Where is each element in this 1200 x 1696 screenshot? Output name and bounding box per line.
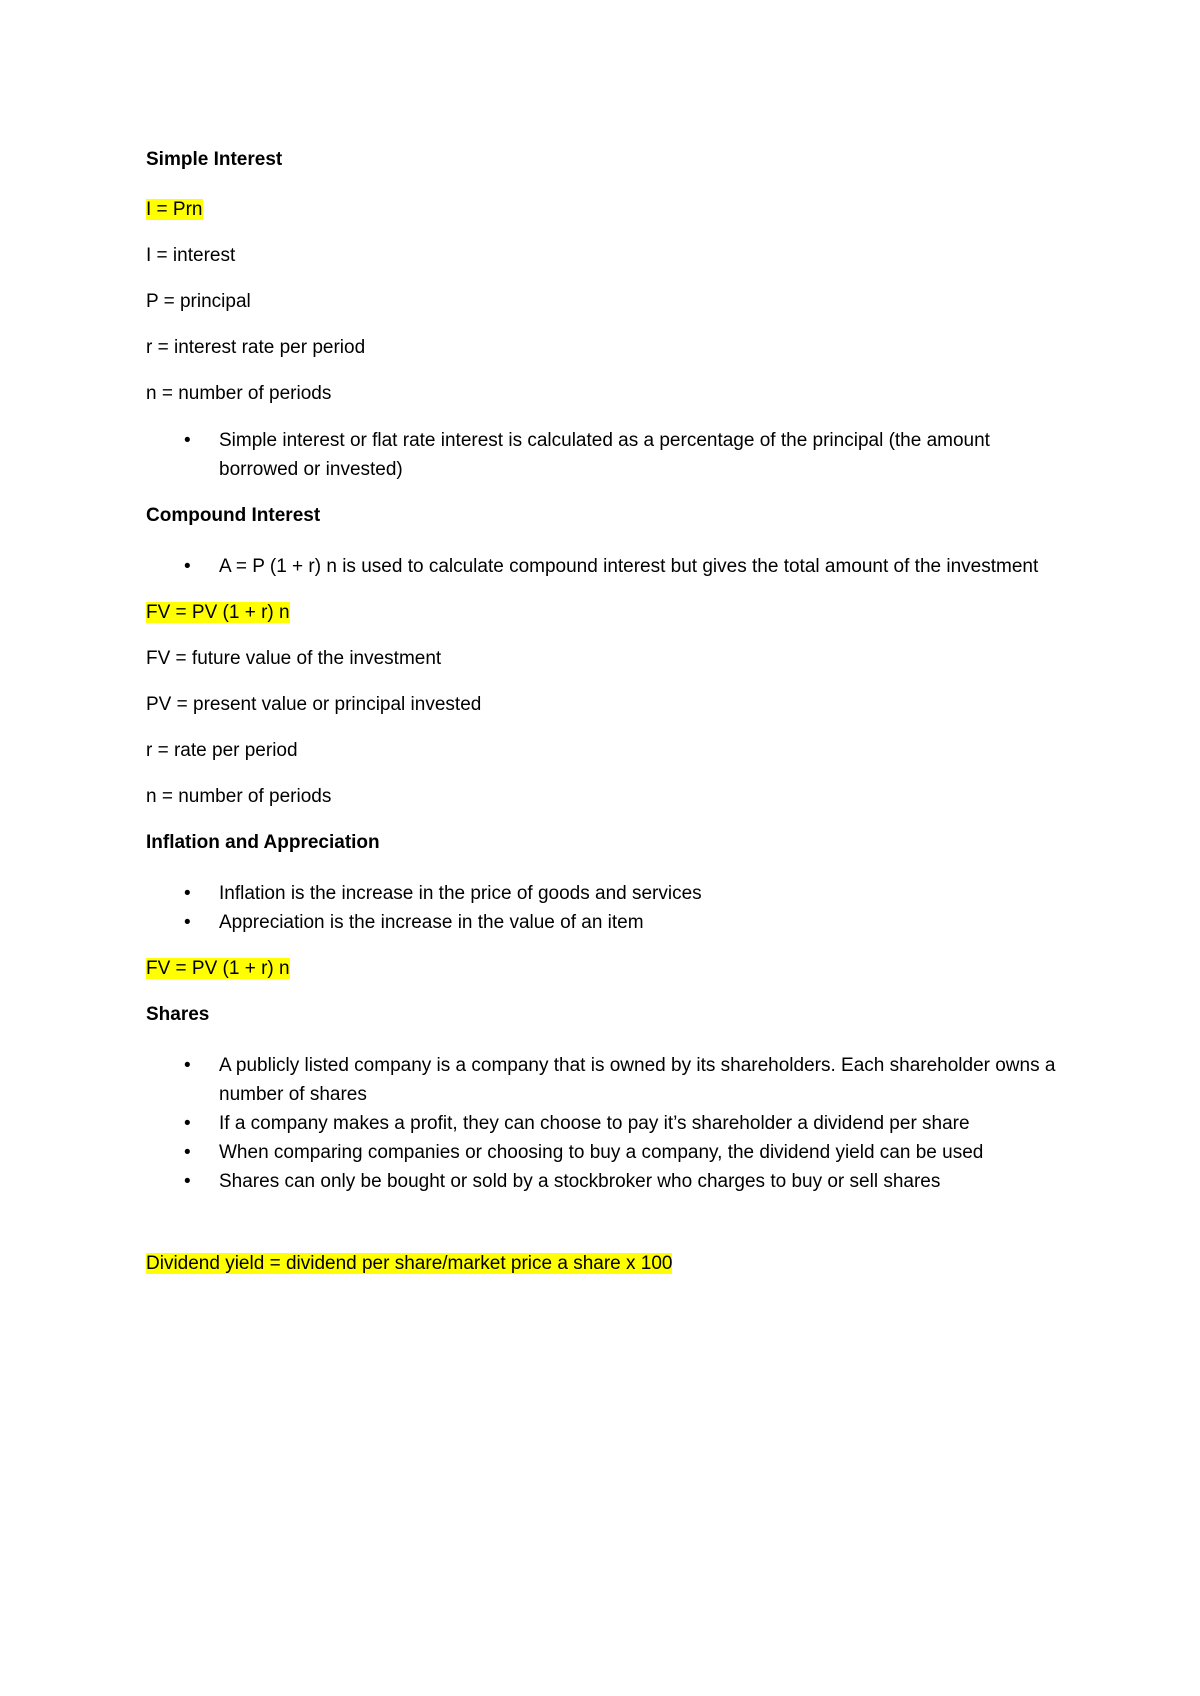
definition-line: P = principal — [146, 291, 251, 312]
list-item: • Inflation is the increase in the price of goods and services — [146, 879, 1066, 908]
bullet-icon: • — [184, 556, 191, 577]
list-item: • Shares can only be bought or sold by a stockbroker who charges to buy or sell shares — [146, 1167, 1066, 1196]
spacer — [146, 1214, 1066, 1250]
definition-line: FV = future value of the investment — [146, 648, 442, 669]
list-item: • A publicly listed company is a company that is owned by its shareholders. Each shareholder owns a number of shares — [146, 1051, 1066, 1109]
definition-line: PV = present value or principal invested — [146, 694, 482, 715]
formula-inflation: FV = PV (1 + r) n — [146, 958, 290, 979]
bullet-list-shares — [146, 1051, 1066, 1196]
formula-simple-interest: I = Prn — [146, 199, 203, 220]
definition-line: I = interest — [146, 245, 236, 266]
bullet-list-inflation — [146, 879, 1066, 937]
heading-compound-interest: Compound Interest — [146, 505, 321, 526]
heading-shares: Shares — [146, 1004, 210, 1025]
heading-simple-interest: Simple Interest — [146, 149, 283, 170]
bullet-icon: • — [184, 1113, 191, 1134]
list-item: • If a company makes a profit, they can choose to pay it’s shareholder a dividend per share — [146, 1109, 1066, 1138]
bullet-list-compound — [146, 552, 1066, 581]
list-item: • Appreciation is the increase in the value of an item — [146, 908, 1066, 937]
list-item: • A = P (1 + r) n is used to calculate compound interest but gives the total amount of the investment — [146, 552, 1066, 581]
bullet-icon: • — [184, 912, 191, 933]
bullet-icon: • — [184, 1171, 191, 1192]
bullet-list-simple — [146, 426, 1066, 484]
formula-compound-interest: FV = PV (1 + r) n — [146, 602, 290, 623]
bullet-icon: • — [184, 1055, 191, 1076]
document-body — [146, 146, 1066, 1296]
list-item: • Simple interest or flat rate interest is calculated as a percentage of the principal (the amount borrowed or invested) — [146, 426, 1066, 484]
bullet-icon: • — [184, 883, 191, 904]
definition-line: n = number of periods — [146, 383, 332, 404]
bullet-icon: • — [184, 1142, 191, 1163]
list-item: • When comparing companies or choosing to buy a company, the dividend yield can be used — [146, 1138, 1066, 1167]
definition-line: r = rate per period — [146, 740, 298, 761]
heading-inflation-appreciation: Inflation and Appreciation — [146, 832, 380, 853]
formula-dividend-yield: Dividend yield = dividend per share/market price a share x 100 — [146, 1253, 673, 1274]
bullet-icon: • — [184, 430, 191, 451]
definition-line: r = interest rate per period — [146, 337, 366, 358]
definition-line: n = number of periods — [146, 786, 332, 807]
